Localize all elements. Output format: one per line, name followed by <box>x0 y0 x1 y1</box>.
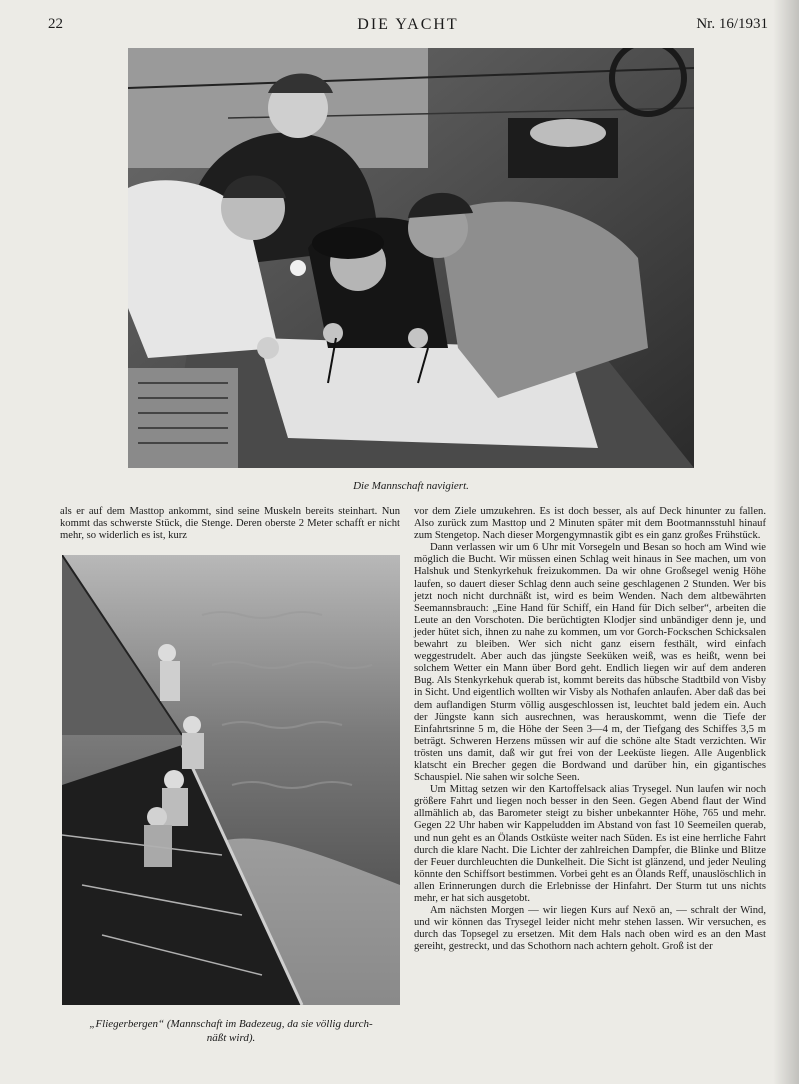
caption-text: „Fliegerbergen“ (Mannschaft im Badezeug, da sie völlig durch- näßt wird). <box>89 1018 373 1044</box>
paragraph: Um Mittag setzen wir den Kartoffelsack alias Trysegel. Nun laufen wir noch größere Fahrt und liegen noch besser in den Seen. Gegen Abend flaut der Wind allmählich ab, das Barometer steigt zu bisher unbekannter Höhe, 765 und mehr. Gegen 22 Uhr haben wir Kappeludden im Abstand von fast 10 Seemeilen querab, und nun geht es an Ölands Ostküste weiter nach Süden. Es ist eine herrliche Fahrt durch die klare Nacht. Die Lichter der zahlreichen Dampfer, die Blinke und Blitze der Feuer durchleuchten die Dunkelheit. Die Sicht ist glänzend, und jeder Neuling könnte den Schiffsort bestimmen. Vorbei geht es an Ölands Reff, unauslöschlich in allen Erinnerungen durch die Erlebnisse der Hinfahrt. Der Sturm tut uns nichts mehr, er hat sich ausgetobt. <box>414 784 766 904</box>
photo-fliegerbergen <box>62 555 400 1005</box>
text-column-left <box>60 506 400 542</box>
paragraph: vor dem Ziele umzukehren. Es ist doch besser, als auf Deck hinunter zu fallen. Also zurück zum Masttop und 2 Minuten später mit dem Bootmannsstuhl hinauf zum Stengetop. Nach dieser Morgengymnastik gibt es ein ganz großes Frühstück. <box>414 506 766 542</box>
sailing-yacht-heeling-icon <box>62 555 400 1005</box>
issue-number: Nr. 16/1931 <box>696 16 768 32</box>
page-spine-shadow <box>773 0 799 1084</box>
photo-crew-navigating <box>128 48 694 468</box>
caption-left-photo <box>58 1017 404 1045</box>
page-header <box>48 16 768 38</box>
paragraph: als er auf dem Masttop ankommt, sind seine Muskeln bereits steinhart. Nun kommt das schwerste Stück, die Stenge. Deren oberste 2 Meter schafft er nicht mehr, so widerlich es ist, kurz <box>60 506 400 542</box>
crew-at-chart-icon <box>128 48 694 468</box>
text-column-right <box>414 506 766 953</box>
page-number: 22 <box>48 16 63 32</box>
caption-top-photo: Die Mannschaft navigiert. <box>353 480 469 492</box>
paragraph: Am nächsten Morgen — wir liegen Kurs auf Nexö an, — schralt der Wind, und wir können das Trysegel leider nicht mehr stehen lassen. Wir versuchen, es durch das Topsegel zu ersetzen. Mit dem Hals nach oben wird es an den Mast gereiht, gestreckt, und das Schothorn nach achtern geholt. Groß ist der <box>414 905 766 953</box>
paragraph: Dann verlassen wir um 6 Uhr mit Vorsegeln und Besan so hoch am Wind wie möglich die Bucht. Wir müssen einen Schlag weit hinaus in See machen, um von Halshuk und Stenkyrkehuk freizukommen. Da wir ohne Großsegel wenig Höhe laufen, so dauert dieser Schlag denn auch seine geschlagenen 2 Stunden. Wer bis jetzt noch nicht durchnäßt ist, wird es beim Wenden. Nach dem altbewährten Seemannsbrauch: „Eine Hand für Schiff, ein Hand für Dich selber“, arbeiten die Leute an den Vorschoten. Die berüchtigten Klodjer sind unbändiger denn je, und jeder hütet sich, ihnen zu nahe zu kommen, um vor Gorch-Fockschen Schicksalen bewahrt zu bleiben. Wer sich nicht ganz eisern festhält, wird einfach weggestrudelt. Aber auch das jüngste Seeküken weiß, was es heißt, wenn bei solchem Wetter ein Mann über Bord geht. Endlich liegen wir auf dem anderen Bug. Als Stenkyrkehuk querab ist, kommt bereits das hübsche Stadtbild von Visby in Sicht. Und eigentlich wollten wir Visby als Nothafen anlaufen. Aber daß das bei dem auflandigen Sturm völlig ausgeschlossen ist, leuchtet bald jedem ein. Auch der Jüngste kann sich ausrechnen, was herauskommt, wenn die Tiefe der Einfahrtsrinne 5 m, die Höhe der Seen 3—4 m, der Tiefgang des Schiffes 3,5 m beträgt. Schweren Herzens müssen wir auf die schöne alte Stadt verzichten. Wir trösten uns damit, daß wir gut frei von der Leeküste liegen. Alle Augenblick klatscht ein Brecher gegen die Bordwand und darüber hin, ein gigantisches Schauspiel. Nie sahen wir solche Seen. <box>414 542 766 784</box>
magazine-title: DIE YACHT <box>357 16 459 33</box>
